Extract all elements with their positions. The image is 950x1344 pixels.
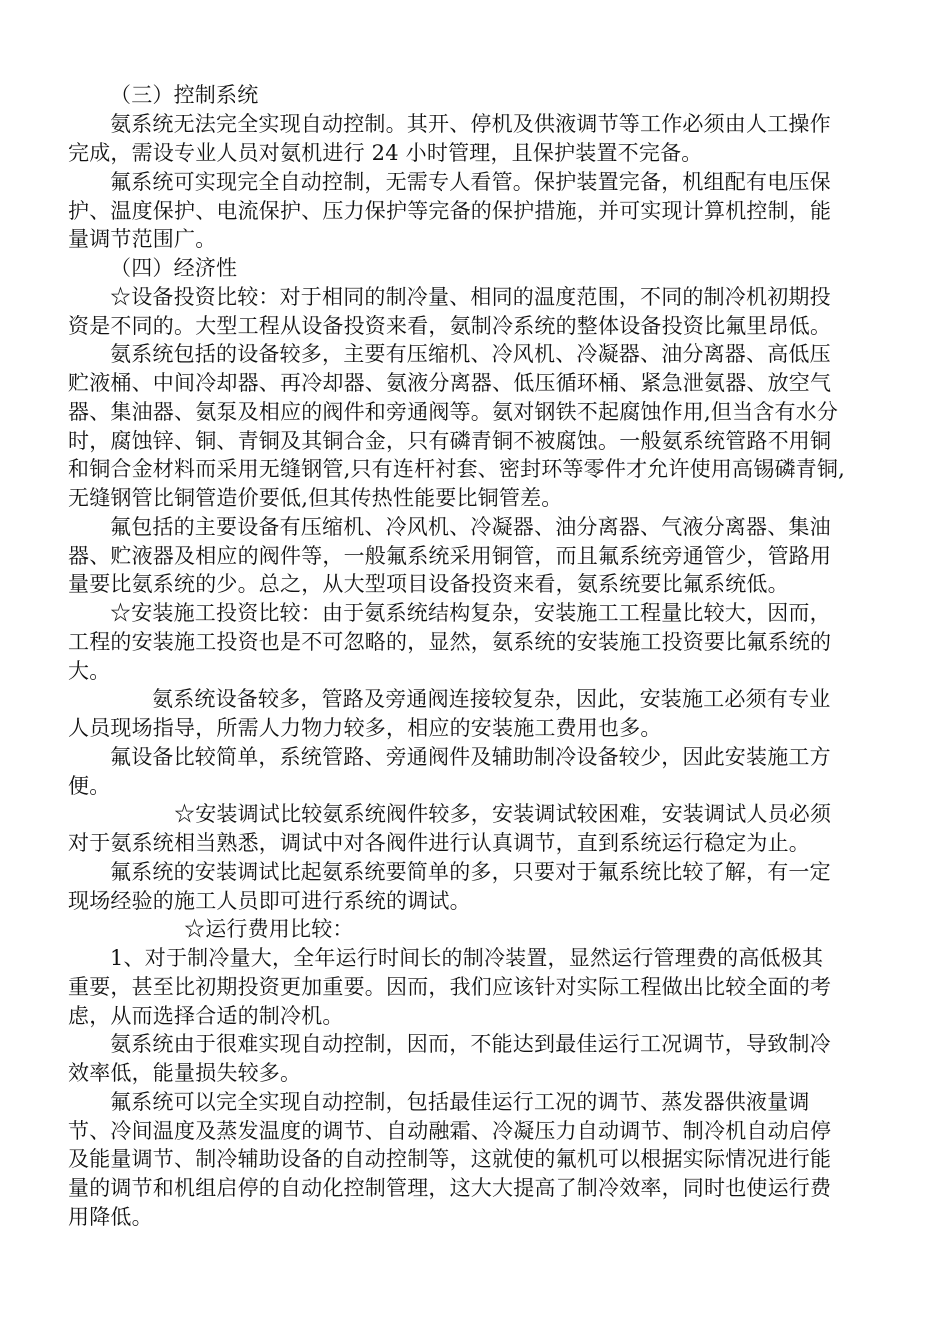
paragraph-line: 人员现场指导，所需人力物力较多，相应的安装施工费用也多。 <box>68 716 662 740</box>
paragraph-line: 时，腐蚀锌、铜、青铜及其铜合金，只有磷青铜不被腐蚀。一般氨系统管路不用铜 <box>68 429 832 453</box>
paragraph-line: 节、冷间温度及蒸发温度的调节、自动融霜、冷凝压力自动调节、制冷机自动启停 <box>68 1119 832 1143</box>
paragraph-line: 无缝钢管比铜管造价要低,但其传热性能要比铜管差。 <box>68 486 563 510</box>
paragraph-line: 用降低。 <box>68 1205 153 1229</box>
section-heading-economy: （四）经济性 <box>110 256 238 280</box>
paragraph-line: 氨系统设备较多，管路及旁通阀连接较复杂，因此，安装施工必须有专业 <box>152 687 831 711</box>
paragraph-line: 氟系统可实现完全自动控制，无需专人看管。保护装置完备，机组配有电压保 <box>110 170 831 194</box>
paragraph-line: 氨系统无法完全实现自动控制。其开、停机及供液调节等工作必须由人工操作 <box>110 112 831 136</box>
paragraph-line: ☆设备投资比较：对于相同的制冷量、相同的温度范围，不同的制冷机初期投 <box>110 285 831 309</box>
paragraph-line: 重要，甚至比初期投资更加重要。因而，我们应该针对实际工程做出比较全面的考 <box>68 975 832 999</box>
paragraph-line: 贮液桶、中间冷却器、再冷却器、氨液分离器、低压循环桶、紧急泄氨器、放空气 <box>68 371 832 395</box>
paragraph-line: 1、对于制冷量大，全年运行时间长的制冷装置，显然运行管理费的高低极其 <box>110 946 824 970</box>
paragraph-line: 资是不同的。大型工程从设备投资来看，氨制冷系统的整体设备投资比氟里昂低。 <box>68 314 832 338</box>
paragraph-line: 效率低，能量损失较多。 <box>68 1061 302 1085</box>
paragraph-line: 及能量调节、制冷辅助设备的自动控制等，这就使的氟机可以根据实际情况进行能 <box>68 1147 832 1171</box>
paragraph-line: ☆安装调试比较氨系统阀件较多，安装调试较困难，安装调试人员必须 <box>174 802 832 826</box>
paragraph-line: 器、贮液器及相应的阀件等，一般氟系统采用铜管，而且氟系统旁通管少，管路用 <box>68 544 832 568</box>
paragraph-line: 现场经验的施工人员即可进行系统的调试。 <box>68 889 471 913</box>
paragraph-line: 完成，需设专业人员对氨机进行 24 小时管理，且保护装置不完备。 <box>68 141 703 165</box>
paragraph-line: 氨系统由于很难实现自动控制，因而，不能达到最佳运行工况调节，导致制冷 <box>110 1032 831 1056</box>
paragraph-line: 量的调节和机组启停的自动化控制管理，这大大提高了制冷效率，同时也使运行费 <box>68 1176 832 1200</box>
paragraph-line: 和铜合金材料而采用无缝钢管,只有连杆衬套、密封环等零件才允许使用高锡磷青铜, <box>68 457 845 481</box>
paragraph-line: 量调节范围广。 <box>68 227 217 251</box>
paragraph-line: 量要比氨系统的少。总之，从大型项目设备投资来看，氨系统要比氟系统低。 <box>68 572 789 596</box>
paragraph-line: 器、集油器、氨泵及相应的阀件和旁通阀等。氨对钢铁不起腐蚀作用,但当含有水分 <box>68 400 839 424</box>
paragraph-line: 氟系统的安装调试比起氨系统要简单的多，只要对于氟系统比较了解，有一定 <box>110 860 831 884</box>
paragraph-line: 氟包括的主要设备有压缩机、冷风机、冷凝器、油分离器、气液分离器、集油 <box>110 515 831 539</box>
paragraph-line: 氟设备比较简单，系统管路、旁通阀件及辅助制冷设备较少，因此安装施工方 <box>110 745 831 769</box>
paragraph-line: ☆安装施工投资比较：由于氨系统结构复杂，安装施工工程量比较大，因而， <box>110 601 831 625</box>
paragraph-line: 氨系统包括的设备较多，主要有压缩机、冷风机、冷凝器、油分离器、高低压 <box>110 342 831 366</box>
paragraph-line: 虑，从而选择合适的制冷机。 <box>68 1004 344 1028</box>
paragraph-line: 氟系统可以完全实现自动控制，包括最佳运行工况的调节、蒸发器供液量调 <box>110 1090 810 1114</box>
paragraph-line: 护、温度保护、电流保护、压力保护等完备的保护措施，并可实现计算机控制，能 <box>68 199 832 223</box>
paragraph-line: 便。 <box>68 774 111 798</box>
paragraph-line: 对于氨系统相当熟悉，调试中对各阀件进行认真调节，直到系统运行稳定为止。 <box>68 831 810 855</box>
paragraph-line: 大。 <box>68 659 111 683</box>
paragraph-line: 工程的安装施工投资也是不可忽略的，显然，氨系统的安装施工投资要比氟系统的 <box>68 630 832 654</box>
paragraph-line: ☆运行费用比较： <box>184 917 354 941</box>
section-heading-control-system: （三）控制系统 <box>110 83 259 107</box>
